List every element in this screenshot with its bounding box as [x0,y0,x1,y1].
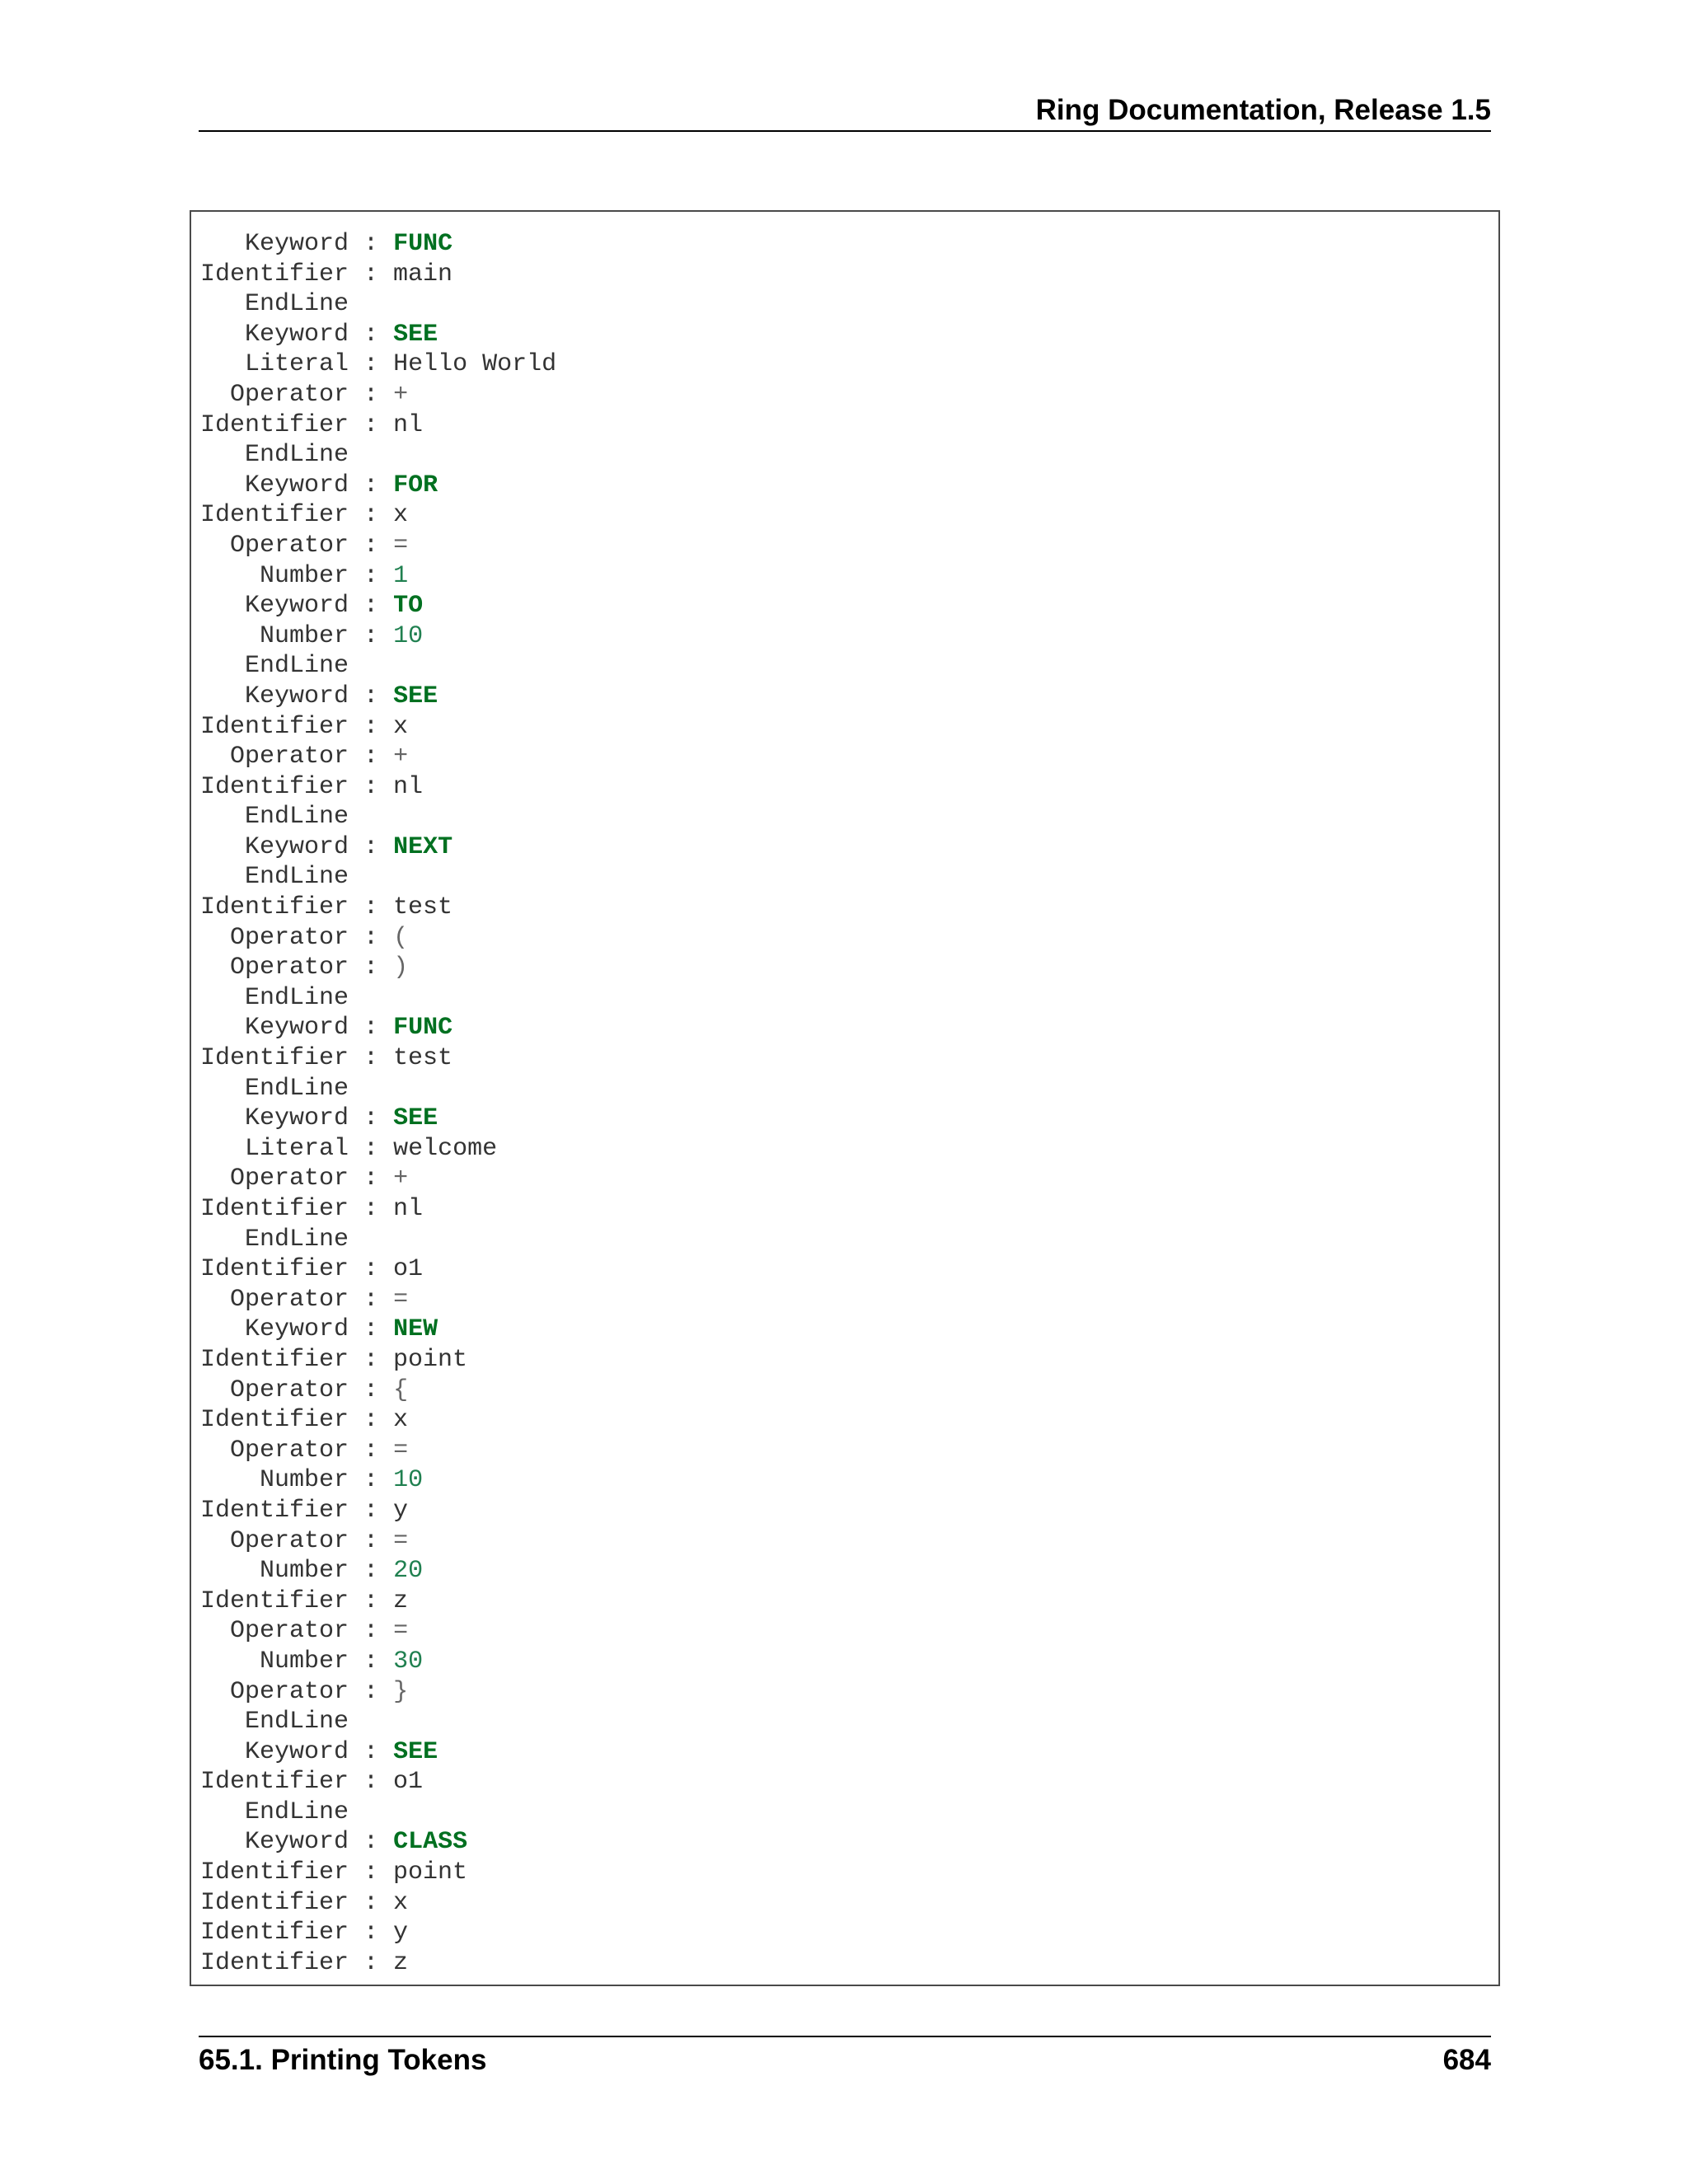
token-type: Keyword [245,1737,349,1766]
footer-page-number: 684 [1442,2044,1491,2076]
code-line [200,862,556,893]
token-type: Operator [230,1526,349,1555]
code-line [200,500,556,531]
token-type: EndLine [245,441,349,470]
code-line [200,1556,556,1586]
token-type: Identifier [200,1255,349,1284]
code-line [200,1134,556,1165]
token-value: SEE [393,1104,438,1133]
token-type: Operator [230,743,349,771]
code-line [200,1737,556,1768]
token-value: x [393,1888,409,1917]
code-line [200,772,556,803]
token-separator: : [349,1345,394,1374]
token-type: Identifier [200,1888,349,1917]
token-type: Identifier [200,1195,349,1223]
token-type: Identifier [200,712,349,741]
token-type: Identifier [200,1858,349,1887]
code-line [200,802,556,832]
footer-divider [199,2036,1491,2037]
token-value: x [393,501,409,530]
token-value: 10 [393,621,424,650]
token-type: Literal [245,350,349,379]
token-value: z [393,1586,409,1615]
token-value: { [393,1376,409,1404]
code-line [200,1074,556,1104]
token-separator: : [349,1255,394,1284]
token-separator: : [349,1586,394,1615]
token-value: test [393,893,453,922]
code-line [200,1465,556,1496]
token-type: Identifier [200,1586,349,1615]
token-type: EndLine [245,1797,349,1826]
token-type: EndLine [245,1074,349,1103]
token-separator: : [349,893,394,922]
token-value: + [393,380,409,409]
token-separator: : [349,682,394,710]
token-value: x [393,712,409,741]
token-value: x [393,1406,409,1435]
code-line [200,1496,556,1526]
token-type: EndLine [245,983,349,1012]
token-separator: : [349,531,394,560]
token-value: FOR [393,471,438,499]
code-line [200,1013,556,1043]
token-type: EndLine [245,1708,349,1736]
code-line [200,1616,556,1647]
code-line [200,923,556,954]
token-separator: : [349,621,394,650]
token-value: y [393,1919,409,1947]
token-type: Operator [230,531,349,560]
code-line [200,893,556,923]
code-line [200,682,556,712]
code-line [200,1345,556,1376]
footer-section-title: 65.1. Printing Tokens [199,2044,487,2076]
token-separator: : [349,501,394,530]
token-type: EndLine [245,652,349,681]
token-separator: : [349,1858,394,1887]
token-separator: : [349,1737,394,1766]
token-type: Keyword [245,1104,349,1133]
code-line [200,349,556,380]
token-type: EndLine [245,863,349,892]
token-type: Identifier [200,1768,349,1797]
code-line [200,1376,556,1406]
token-separator: : [349,1557,394,1586]
token-value: nl [393,772,424,801]
token-type: Identifier [200,410,349,439]
token-type: Literal [245,1134,349,1163]
token-separator: : [349,320,394,349]
code-line [200,1285,556,1315]
code-line [200,1586,556,1617]
code-line [200,229,556,260]
code-line [200,440,556,471]
token-value: FUNC [393,230,453,258]
token-type: Operator [230,1165,349,1193]
token-type: Operator [230,1285,349,1314]
token-type: Keyword [245,471,349,499]
token-value: 1 [393,561,409,590]
code-line [200,1526,556,1557]
code-line [200,1254,556,1285]
code-line [200,621,556,652]
token-value: o1 [393,1255,424,1284]
token-type: Keyword [245,1315,349,1344]
token-separator: : [349,561,394,590]
code-line [200,320,556,350]
token-type: Identifier [200,1044,349,1073]
token-value: o1 [393,1768,424,1797]
code-line [200,1767,556,1797]
token-value: + [393,743,409,771]
code-line [200,1797,556,1828]
token-type: Keyword [245,832,349,861]
token-value: + [393,1165,409,1193]
token-type: Number [260,561,349,590]
token-separator: : [349,260,394,288]
token-value: Hello World [393,350,557,379]
token-type: Operator [230,1677,349,1706]
token-value: 10 [393,1466,424,1495]
code-line [200,1677,556,1708]
token-type: Operator [230,1376,349,1404]
token-value: y [393,1496,409,1525]
token-separator: : [349,1014,394,1043]
code-line [200,1043,556,1074]
token-separator: : [349,1948,394,1977]
token-value: 20 [393,1557,424,1586]
token-value: point [393,1858,468,1887]
token-separator: : [349,743,394,771]
token-type: Identifier [200,1345,349,1374]
token-type: Keyword [245,1828,349,1857]
code-line [200,1647,556,1677]
page-header-title: Ring Documentation, Release 1.5 [1035,94,1491,126]
token-separator: : [349,712,394,741]
code-line [200,1315,556,1345]
token-type: Number [260,1466,349,1495]
code-line [200,953,556,983]
token-separator: : [349,1165,394,1193]
token-value: z [393,1948,409,1977]
token-value: main [393,260,453,288]
token-value: nl [393,1195,424,1223]
token-type: Operator [230,923,349,952]
token-value: = [393,1436,409,1465]
code-line [200,983,556,1014]
code-line [200,1104,556,1134]
code-line [200,712,556,743]
token-value: NEW [393,1315,438,1344]
code-line [200,380,556,410]
token-separator: : [349,1044,394,1073]
code-line [200,471,556,501]
code-lines [200,229,556,1978]
token-separator: : [349,772,394,801]
code-line [200,1888,556,1919]
code-line [200,561,556,592]
token-separator: : [349,1466,394,1495]
token-type: Keyword [245,230,349,258]
token-type: Identifier [200,260,349,288]
token-separator: : [349,954,394,982]
code-line [200,410,556,441]
token-separator: : [349,1888,394,1917]
token-value: FUNC [393,1014,453,1043]
code-line [200,1436,556,1466]
token-type: Keyword [245,682,349,710]
token-separator: : [349,1768,394,1797]
token-value: = [393,1526,409,1555]
token-value: TO [393,592,424,621]
token-value: test [393,1044,453,1073]
token-separator: : [349,1436,394,1465]
token-value: welcome [393,1134,498,1163]
token-separator: : [349,592,394,621]
token-type: Identifier [200,1496,349,1525]
token-type: Number [260,1557,349,1586]
token-type: Identifier [200,772,349,801]
code-line [200,651,556,682]
token-separator: : [349,923,394,952]
code-line [200,289,556,320]
token-type: Keyword [245,320,349,349]
token-type: EndLine [245,803,349,832]
token-value: 30 [393,1647,424,1675]
token-separator: : [349,1406,394,1435]
token-separator: : [349,380,394,409]
token-value: SEE [393,682,438,710]
token-type: Operator [230,1617,349,1646]
token-type: Identifier [200,893,349,922]
token-separator: : [349,832,394,861]
token-separator: : [349,1134,394,1163]
token-separator: : [349,230,394,258]
token-value: = [393,1285,409,1314]
token-value: CLASS [393,1828,468,1857]
token-value: point [393,1345,468,1374]
code-line [200,1225,556,1255]
token-value: = [393,531,409,560]
token-type: EndLine [245,1225,349,1254]
token-type: EndLine [245,290,349,319]
token-separator: : [349,1104,394,1133]
token-separator: : [349,1828,394,1857]
token-separator: : [349,1315,394,1344]
code-line [200,531,556,561]
token-separator: : [349,1647,394,1675]
token-type: Identifier [200,1919,349,1947]
token-separator: : [349,1195,394,1223]
token-separator: : [349,1376,394,1404]
code-line [200,1948,556,1979]
token-type: Operator [230,954,349,982]
token-value: ( [393,923,409,952]
code-line [200,742,556,772]
token-type: Operator [230,380,349,409]
token-value: SEE [393,320,438,349]
code-line [200,1858,556,1888]
code-line [200,260,556,290]
token-separator: : [349,1526,394,1555]
code-line [200,1707,556,1737]
token-value: nl [393,410,424,439]
token-type: Number [260,1647,349,1675]
token-type: Identifier [200,501,349,530]
token-separator: : [349,1919,394,1947]
code-line [200,1827,556,1858]
token-type: Identifier [200,1948,349,1977]
token-type: Number [260,621,349,650]
code-line [200,1194,556,1225]
token-separator: : [349,1677,394,1706]
code-block [190,210,1500,1986]
token-separator: : [349,1496,394,1525]
token-value: } [393,1677,409,1706]
token-separator: : [349,350,394,379]
token-separator: : [349,1617,394,1646]
code-line [200,1164,556,1194]
token-type: Keyword [245,1014,349,1043]
code-line [200,1918,556,1948]
token-separator: : [349,1285,394,1314]
token-separator: : [349,471,394,499]
token-separator: : [349,410,394,439]
token-type: Identifier [200,1406,349,1435]
header-divider [199,130,1491,132]
token-value: NEXT [393,832,453,861]
code-line [200,832,556,863]
token-value: = [393,1617,409,1646]
code-line [200,1405,556,1436]
token-value: ) [393,954,409,982]
token-type: Operator [230,1436,349,1465]
token-value: SEE [393,1737,438,1766]
token-type: Keyword [245,592,349,621]
code-line [200,591,556,621]
